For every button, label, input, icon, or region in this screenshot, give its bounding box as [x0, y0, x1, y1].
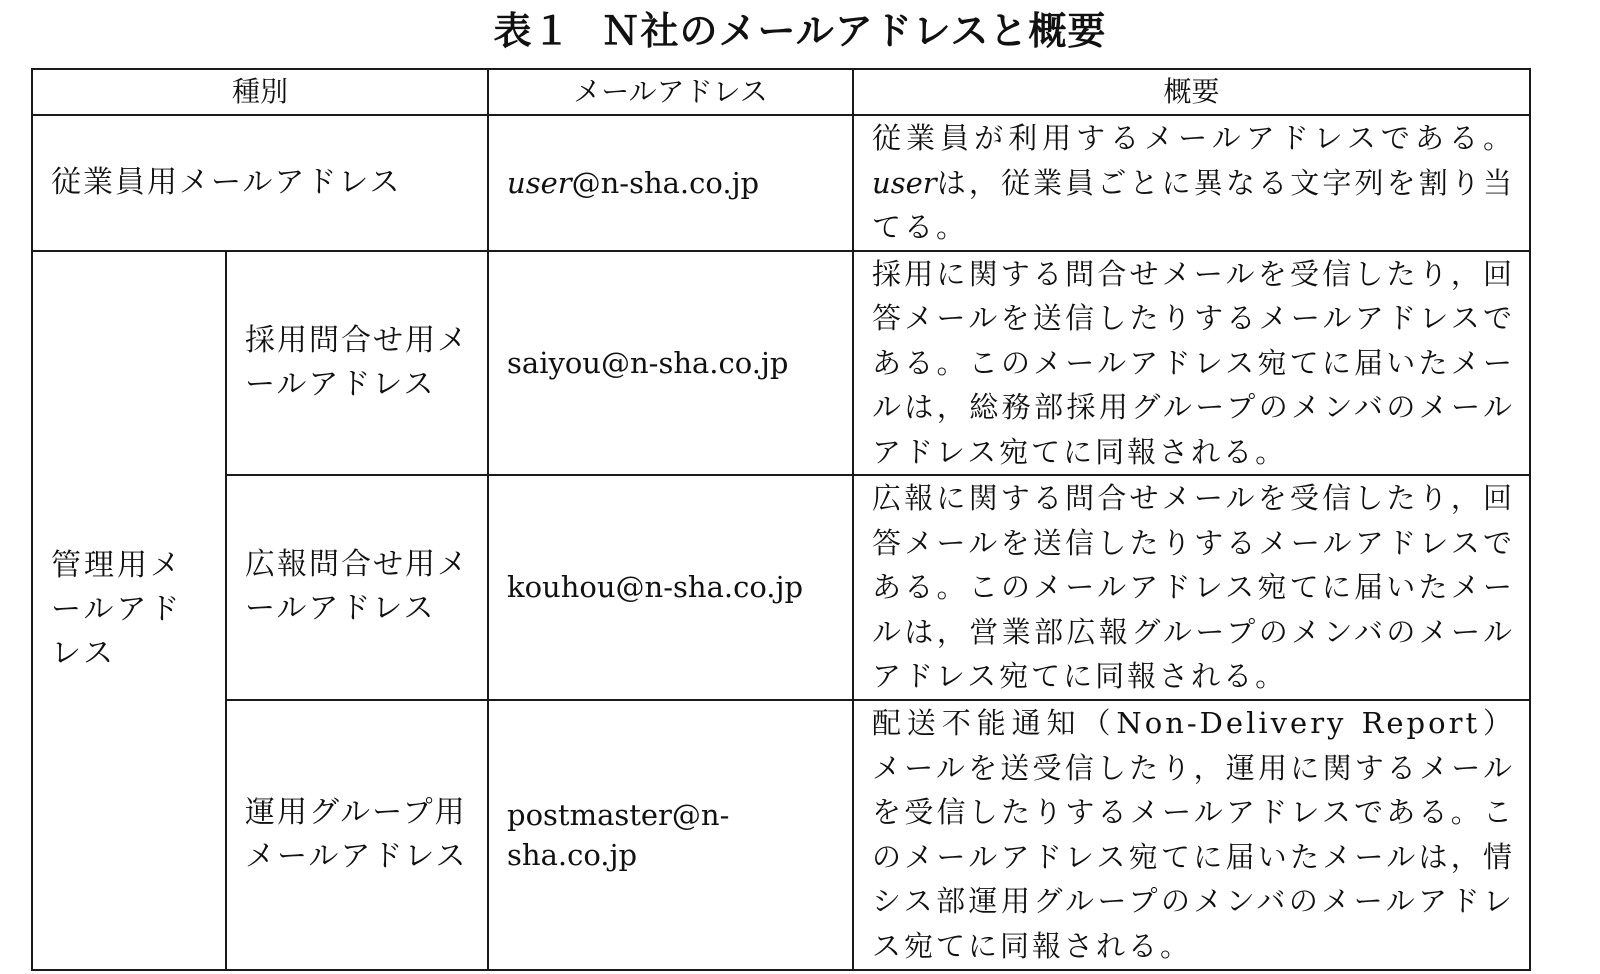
- table-row: [32, 700, 1530, 970]
- admin-group-label: 管理用メールアドレス: [51, 548, 183, 671]
- mail-address-table: [31, 68, 1531, 971]
- table-row: [32, 251, 1530, 476]
- table-title-number: 表１: [493, 9, 572, 53]
- type-cell: [226, 251, 488, 476]
- type-cell: [32, 115, 488, 251]
- summary-italic: user: [872, 165, 937, 200]
- address-local: user: [507, 165, 572, 200]
- summary-text: 配送不能通知（Non-Delivery Report）メールを送受信したり，運用に関するメールを受信したりするメールアドレスである。このメールアドレス宛てに届いたメールは，情シス部運用グループのメンバのメールアドレス宛てに同報される。: [872, 706, 1516, 963]
- summary-part: 従業員が利用するメールアドレスである。: [872, 121, 1516, 155]
- summary-part: は，従業員ごとに異なる文字列を割り当てる。: [872, 165, 1516, 244]
- type-cell: [226, 475, 488, 700]
- type-label: 運用グループ用メールアドレス: [245, 794, 468, 874]
- header-type: 種別: [32, 69, 488, 115]
- header-address: メールアドレス: [488, 69, 853, 115]
- type-label: 従業員用メールアドレス: [51, 164, 402, 200]
- type-label: 採用問合せ用メールアドレス: [245, 322, 469, 402]
- table-row: [32, 115, 1530, 251]
- header-row: [32, 69, 1530, 115]
- summary-text: 広報に関する問合せメールを受信したり，回答メールを送信したりするメールアドレスである。このメールアドレス宛てに届いたメールは，営業部広報グループのメンバのメールアドレス宛てに同報される。: [872, 481, 1516, 693]
- summary-text: 採用に関する問合せメールを受信したり，回答メールを送信したりするメールアドレスである。このメールアドレス宛てに届いたメールは，総務部採用グループのメンバのメールアドレス宛てに同報される。: [872, 256, 1516, 469]
- summary-cell: [853, 251, 1530, 476]
- summary-cell: [853, 115, 1530, 251]
- admin-group-cell: [32, 251, 226, 970]
- address-domain: @n-sha.co.jp: [571, 165, 760, 200]
- table-row: [32, 475, 1530, 700]
- summary-text: [854, 116, 1529, 250]
- table-title-text: Ｎ社のメールアドレスと概要: [601, 9, 1107, 53]
- address-cell: [488, 115, 853, 251]
- summary-cell: [853, 475, 1530, 700]
- email-address: postmaster@n-sha.co.jp: [507, 797, 730, 872]
- email-address: [489, 163, 852, 203]
- address-cell: [488, 251, 853, 476]
- address-cell: [488, 700, 853, 970]
- type-cell: [226, 700, 488, 970]
- address-cell: [488, 475, 853, 700]
- header-summary: 概要: [853, 69, 1530, 115]
- summary-cell: [853, 700, 1530, 970]
- email-address: saiyou@n-sha.co.jp: [507, 345, 789, 380]
- table-title: [0, 6, 1600, 56]
- type-label: 広報問合せ用メールアドレス: [245, 547, 469, 627]
- email-address: kouhou@n-sha.co.jp: [507, 570, 804, 605]
